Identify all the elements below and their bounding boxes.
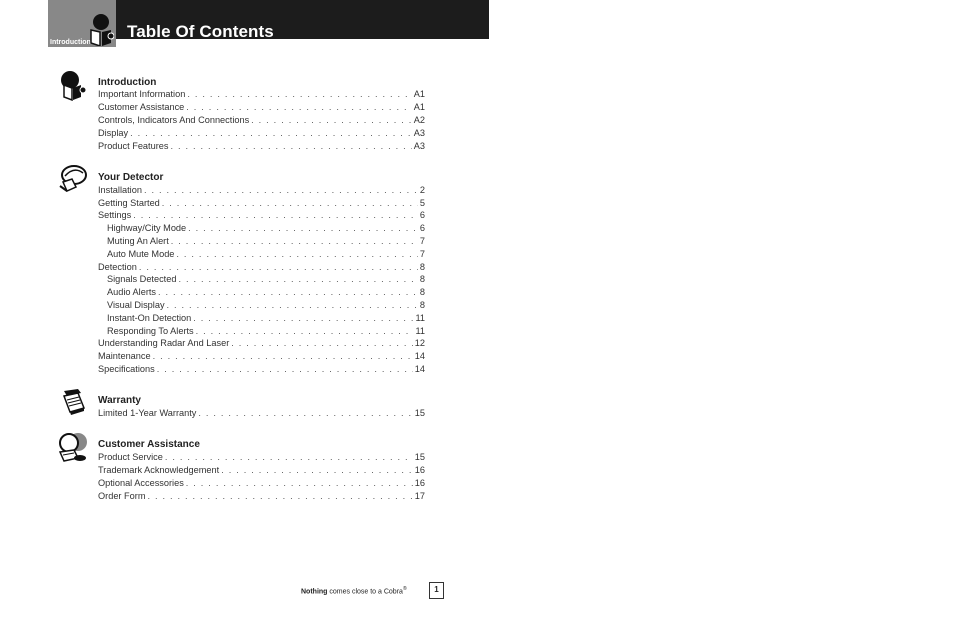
toc-entry[interactable]: Highway/City Mode . . . 6 (107, 222, 425, 235)
footer-tagline-bold: Nothing (301, 588, 328, 596)
toc-entry[interactable]: Customer Assistance . . . A1 (98, 101, 425, 114)
section-tab-label: Introduction (50, 39, 91, 46)
toc-entry[interactable]: Specifications . . . 14 (98, 363, 425, 376)
page-number-box (429, 582, 444, 599)
page-title: Table Of Contents (127, 22, 274, 41)
toc-entry[interactable]: Visual Display . . . 8 (107, 299, 425, 312)
section-heading-warranty: Warranty (98, 395, 141, 406)
person-reading-icon (58, 71, 88, 101)
toc-entry[interactable]: Settings . . . 6 (98, 209, 425, 222)
toc-entry[interactable]: Order Form . . . 17 (98, 490, 425, 503)
toc-entry[interactable]: Limited 1-Year Warranty . . . 15 (98, 407, 425, 420)
footer-tagline-rest: comes close to a Cobra (329, 588, 403, 596)
registered-mark: ® (402, 586, 407, 592)
toc-entry[interactable]: Optional Accessories . . . 16 (98, 477, 425, 490)
toc-entry[interactable]: Trademark Acknowledgement . . . 16 (98, 464, 425, 477)
toc-entry[interactable]: Installation . . . 2 (98, 184, 425, 197)
section-heading-introduction: Introduction (98, 77, 157, 88)
section-tab (48, 0, 116, 47)
toc-entry[interactable]: Audio Alerts . . . 8 (107, 286, 425, 299)
footer-tagline (301, 586, 407, 595)
warranty-book-icon (58, 388, 88, 416)
toc-entry[interactable]: Signals Detected . . . 8 (107, 273, 425, 286)
toc-entry[interactable]: Detection . . . 8 (98, 261, 425, 274)
toc-entry[interactable]: Display . . . A3 (98, 127, 425, 140)
section-heading-customer-assistance: Customer Assistance (98, 439, 200, 450)
toc-entry[interactable]: Getting Started . . . 5 (98, 197, 425, 210)
person-reading-icon (88, 14, 114, 46)
section-heading-your-detector: Your Detector (98, 172, 164, 183)
toc-entry[interactable]: Product Service . . . 15 (98, 451, 425, 464)
toc-entry[interactable]: Important Information . . . A1 (98, 88, 425, 101)
toc-entry[interactable]: Responding To Alerts . . . 11 (107, 325, 425, 338)
toc-entry[interactable]: Understanding Radar And Laser . . . 12 (98, 337, 425, 350)
toc-entry[interactable]: Controls, Indicators And Connections . . . A2 (98, 114, 425, 127)
toc-entry[interactable]: Muting An Alert . . . 7 (107, 235, 425, 248)
toc-entry[interactable]: Auto Mute Mode . . . 7 (107, 248, 425, 261)
toc-entry[interactable]: Product Features . . . A3 (98, 140, 425, 153)
page-number: 1 (434, 585, 439, 594)
customer-service-icon (58, 432, 92, 464)
toc-entry[interactable]: Instant-On Detection . . . 11 (107, 312, 425, 325)
detector-icon (58, 164, 88, 194)
toc-entry[interactable]: Maintenance . . . 14 (98, 350, 425, 363)
